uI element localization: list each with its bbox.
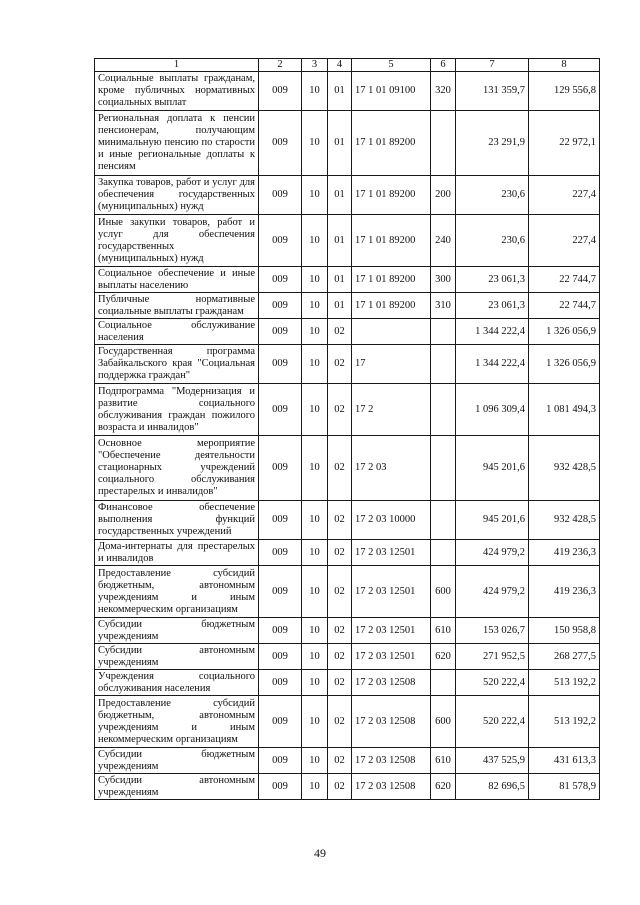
ministry-code-cell: 009 xyxy=(259,267,302,293)
expense-type-cell xyxy=(431,436,456,501)
amount-year-2-cell: 419 236,3 xyxy=(529,566,600,618)
column-header: 1 xyxy=(95,59,259,72)
table-row xyxy=(95,72,600,111)
section-cell: 10 xyxy=(302,618,328,644)
table-row xyxy=(95,696,600,748)
subsection-cell: 01 xyxy=(328,111,352,176)
ministry-code-cell: 009 xyxy=(259,384,302,436)
table-row xyxy=(95,176,600,215)
target-article-cell: 17 1 01 89200 xyxy=(352,293,431,319)
ministry-code-cell: 009 xyxy=(259,176,302,215)
ministry-code-cell: 009 xyxy=(259,670,302,696)
ministry-code-cell: 009 xyxy=(259,501,302,540)
table-row xyxy=(95,774,600,800)
ministry-code-cell: 009 xyxy=(259,215,302,267)
row-name-cell: Учреждения социального обслуживания населения xyxy=(95,670,259,696)
table-row xyxy=(95,670,600,696)
amount-year-2-cell: 129 556,8 xyxy=(529,72,600,111)
ministry-code-cell: 009 xyxy=(259,618,302,644)
column-header: 7 xyxy=(456,59,529,72)
section-cell: 10 xyxy=(302,644,328,670)
column-header: 6 xyxy=(431,59,456,72)
table-row xyxy=(95,501,600,540)
amount-year-2-cell: 513 192,2 xyxy=(529,670,600,696)
section-cell: 10 xyxy=(302,176,328,215)
target-article-cell: 17 2 03 12508 xyxy=(352,748,431,774)
ministry-code-cell: 009 xyxy=(259,540,302,566)
ministry-code-cell: 009 xyxy=(259,436,302,501)
subsection-cell: 02 xyxy=(328,566,352,618)
row-name-cell: Социальное обеспечение и иные выплаты населению xyxy=(95,267,259,293)
section-cell: 10 xyxy=(302,345,328,384)
row-name-cell: Предоставление субсидий бюджетным, автономным учреждениям и иным некоммерческим организациям xyxy=(95,696,259,748)
amount-year-2-cell: 268 277,5 xyxy=(529,644,600,670)
section-cell: 10 xyxy=(302,319,328,345)
column-header: 4 xyxy=(328,59,352,72)
target-article-cell: 17 1 01 89200 xyxy=(352,111,431,176)
section-cell: 10 xyxy=(302,436,328,501)
subsection-cell: 02 xyxy=(328,319,352,345)
target-article-cell: 17 xyxy=(352,345,431,384)
expense-type-cell xyxy=(431,384,456,436)
subsection-cell: 02 xyxy=(328,748,352,774)
amount-year-1-cell: 131 359,7 xyxy=(456,72,529,111)
target-article-cell: 17 2 03 12501 xyxy=(352,540,431,566)
subsection-cell: 01 xyxy=(328,72,352,111)
target-article-cell: 17 2 03 12501 xyxy=(352,618,431,644)
expense-type-cell: 200 xyxy=(431,176,456,215)
row-name-cell: Региональная доплата к пенсии пенсионерам, получающим минимальную пенсию по старости и иные региональные доплаты к пенсиям xyxy=(95,111,259,176)
expense-type-cell: 240 xyxy=(431,215,456,267)
expense-type-cell xyxy=(431,670,456,696)
subsection-cell: 02 xyxy=(328,670,352,696)
amount-year-1-cell: 1 344 222,4 xyxy=(456,345,529,384)
section-cell: 10 xyxy=(302,111,328,176)
section-cell: 10 xyxy=(302,566,328,618)
amount-year-1-cell: 945 201,6 xyxy=(456,501,529,540)
column-header: 3 xyxy=(302,59,328,72)
subsection-cell: 02 xyxy=(328,696,352,748)
amount-year-2-cell: 932 428,5 xyxy=(529,501,600,540)
amount-year-1-cell: 82 696,5 xyxy=(456,774,529,800)
table-row xyxy=(95,384,600,436)
section-cell: 10 xyxy=(302,384,328,436)
subsection-cell: 02 xyxy=(328,644,352,670)
budget-table xyxy=(94,58,600,800)
row-name-cell: Государственная программа Забайкальского края "Социальная поддержка граждан" xyxy=(95,345,259,384)
column-header: 8 xyxy=(529,59,600,72)
amount-year-2-cell: 227,4 xyxy=(529,176,600,215)
subsection-cell: 02 xyxy=(328,774,352,800)
amount-year-2-cell: 150 958,8 xyxy=(529,618,600,644)
ministry-code-cell: 009 xyxy=(259,345,302,384)
ministry-code-cell: 009 xyxy=(259,696,302,748)
ministry-code-cell: 009 xyxy=(259,72,302,111)
column-header: 2 xyxy=(259,59,302,72)
subsection-cell: 01 xyxy=(328,293,352,319)
subsection-cell: 02 xyxy=(328,501,352,540)
ministry-code-cell: 009 xyxy=(259,111,302,176)
row-name-cell: Предоставление субсидий бюджетным, автономным учреждениям и иным некоммерческим организациям xyxy=(95,566,259,618)
row-name-cell: Дома-интернаты для престарелых и инвалидов xyxy=(95,540,259,566)
amount-year-2-cell: 932 428,5 xyxy=(529,436,600,501)
section-cell: 10 xyxy=(302,293,328,319)
amount-year-2-cell: 81 578,9 xyxy=(529,774,600,800)
target-article-cell: 17 1 01 89200 xyxy=(352,215,431,267)
amount-year-2-cell: 419 236,3 xyxy=(529,540,600,566)
target-article-cell: 17 2 03 xyxy=(352,436,431,501)
subsection-cell: 02 xyxy=(328,345,352,384)
row-name-cell: Субсидии бюджетным учреждениям xyxy=(95,748,259,774)
amount-year-1-cell: 230,6 xyxy=(456,215,529,267)
expense-type-cell: 300 xyxy=(431,267,456,293)
subsection-cell: 02 xyxy=(328,618,352,644)
row-name-cell: Социальные выплаты гражданам, кроме публичных нормативных социальных выплат xyxy=(95,72,259,111)
section-cell: 10 xyxy=(302,696,328,748)
amount-year-2-cell: 22 744,7 xyxy=(529,267,600,293)
subsection-cell: 01 xyxy=(328,267,352,293)
section-cell: 10 xyxy=(302,215,328,267)
amount-year-2-cell: 431 613,3 xyxy=(529,748,600,774)
row-name-cell: Субсидии автономным учреждениям xyxy=(95,774,259,800)
table-row xyxy=(95,436,600,501)
table-row xyxy=(95,293,600,319)
amount-year-1-cell: 230,6 xyxy=(456,176,529,215)
amount-year-2-cell: 1 081 494,3 xyxy=(529,384,600,436)
table-row xyxy=(95,618,600,644)
amount-year-2-cell: 513 192,2 xyxy=(529,696,600,748)
table-row xyxy=(95,748,600,774)
expense-type-cell: 620 xyxy=(431,644,456,670)
table-header-row xyxy=(95,59,600,72)
expense-type-cell xyxy=(431,540,456,566)
subsection-cell: 01 xyxy=(328,215,352,267)
row-name-cell: Социальное обслуживание населения xyxy=(95,319,259,345)
amount-year-1-cell: 23 291,9 xyxy=(456,111,529,176)
target-article-cell xyxy=(352,319,431,345)
target-article-cell: 17 1 01 89200 xyxy=(352,176,431,215)
expense-type-cell: 320 xyxy=(431,72,456,111)
amount-year-1-cell: 1 344 222,4 xyxy=(456,319,529,345)
row-name-cell: Основное мероприятие "Обеспечение деятельности стационарных учреждений социального обслуживания престарелых и инвалидов" xyxy=(95,436,259,501)
row-name-cell: Субсидии автономным учреждениям xyxy=(95,644,259,670)
ministry-code-cell: 009 xyxy=(259,748,302,774)
ministry-code-cell: 009 xyxy=(259,319,302,345)
target-article-cell: 17 2 03 12501 xyxy=(352,644,431,670)
subsection-cell: 01 xyxy=(328,176,352,215)
amount-year-1-cell: 945 201,6 xyxy=(456,436,529,501)
amount-year-1-cell: 153 026,7 xyxy=(456,618,529,644)
table-row xyxy=(95,644,600,670)
subsection-cell: 02 xyxy=(328,384,352,436)
target-article-cell: 17 2 03 12501 xyxy=(352,566,431,618)
expense-type-cell xyxy=(431,345,456,384)
amount-year-2-cell: 227,4 xyxy=(529,215,600,267)
table-body xyxy=(95,72,600,800)
amount-year-1-cell: 23 061,3 xyxy=(456,267,529,293)
page-number: 49 xyxy=(314,846,326,860)
expense-type-cell: 600 xyxy=(431,696,456,748)
target-article-cell: 17 1 01 89200 xyxy=(352,267,431,293)
amount-year-1-cell: 424 979,2 xyxy=(456,540,529,566)
column-header: 5 xyxy=(352,59,431,72)
table-row xyxy=(95,345,600,384)
target-article-cell: 17 2 03 12508 xyxy=(352,696,431,748)
table-row xyxy=(95,111,600,176)
subsection-cell: 02 xyxy=(328,540,352,566)
expense-type-cell xyxy=(431,501,456,540)
table-row xyxy=(95,540,600,566)
target-article-cell: 17 2 03 10000 xyxy=(352,501,431,540)
section-cell: 10 xyxy=(302,540,328,566)
table-row xyxy=(95,319,600,345)
expense-type-cell xyxy=(431,111,456,176)
row-name-cell: Иные закупки товаров, работ и услуг для обеспечения государственных (муниципальных) нужд xyxy=(95,215,259,267)
ministry-code-cell: 009 xyxy=(259,644,302,670)
expense-type-cell: 610 xyxy=(431,748,456,774)
row-name-cell: Субсидии бюджетным учреждениям xyxy=(95,618,259,644)
expense-type-cell xyxy=(431,319,456,345)
ministry-code-cell: 009 xyxy=(259,774,302,800)
expense-type-cell: 310 xyxy=(431,293,456,319)
amount-year-2-cell: 1 326 056,9 xyxy=(529,345,600,384)
target-article-cell: 17 2 xyxy=(352,384,431,436)
section-cell: 10 xyxy=(302,774,328,800)
section-cell: 10 xyxy=(302,748,328,774)
section-cell: 10 xyxy=(302,267,328,293)
section-cell: 10 xyxy=(302,72,328,111)
amount-year-2-cell: 1 326 056,9 xyxy=(529,319,600,345)
ministry-code-cell: 009 xyxy=(259,293,302,319)
row-name-cell: Финансовое обеспечение выполнения функций государственных учреждений xyxy=(95,501,259,540)
amount-year-2-cell: 22 972,1 xyxy=(529,111,600,176)
expense-type-cell: 610 xyxy=(431,618,456,644)
amount-year-1-cell: 271 952,5 xyxy=(456,644,529,670)
row-name-cell: Публичные нормативные социальные выплаты гражданам xyxy=(95,293,259,319)
amount-year-2-cell: 22 744,7 xyxy=(529,293,600,319)
amount-year-1-cell: 437 525,9 xyxy=(456,748,529,774)
expense-type-cell: 620 xyxy=(431,774,456,800)
amount-year-1-cell: 520 222,4 xyxy=(456,670,529,696)
row-name-cell: Закупка товаров, работ и услуг для обеспечения государственных (муниципальных) нужд xyxy=(95,176,259,215)
table-row xyxy=(95,566,600,618)
table-row xyxy=(95,215,600,267)
target-article-cell: 17 2 03 12508 xyxy=(352,670,431,696)
table-row xyxy=(95,267,600,293)
subsection-cell: 02 xyxy=(328,436,352,501)
target-article-cell: 17 2 03 12508 xyxy=(352,774,431,800)
section-cell: 10 xyxy=(302,670,328,696)
amount-year-1-cell: 424 979,2 xyxy=(456,566,529,618)
amount-year-1-cell: 23 061,3 xyxy=(456,293,529,319)
ministry-code-cell: 009 xyxy=(259,566,302,618)
amount-year-1-cell: 1 096 309,4 xyxy=(456,384,529,436)
row-name-cell: Подпрограмма "Модернизация и развитие социального обслуживания граждан пожилого возраста и инвалидов" xyxy=(95,384,259,436)
section-cell: 10 xyxy=(302,501,328,540)
expense-type-cell: 600 xyxy=(431,566,456,618)
target-article-cell: 17 1 01 09100 xyxy=(352,72,431,111)
amount-year-1-cell: 520 222,4 xyxy=(456,696,529,748)
